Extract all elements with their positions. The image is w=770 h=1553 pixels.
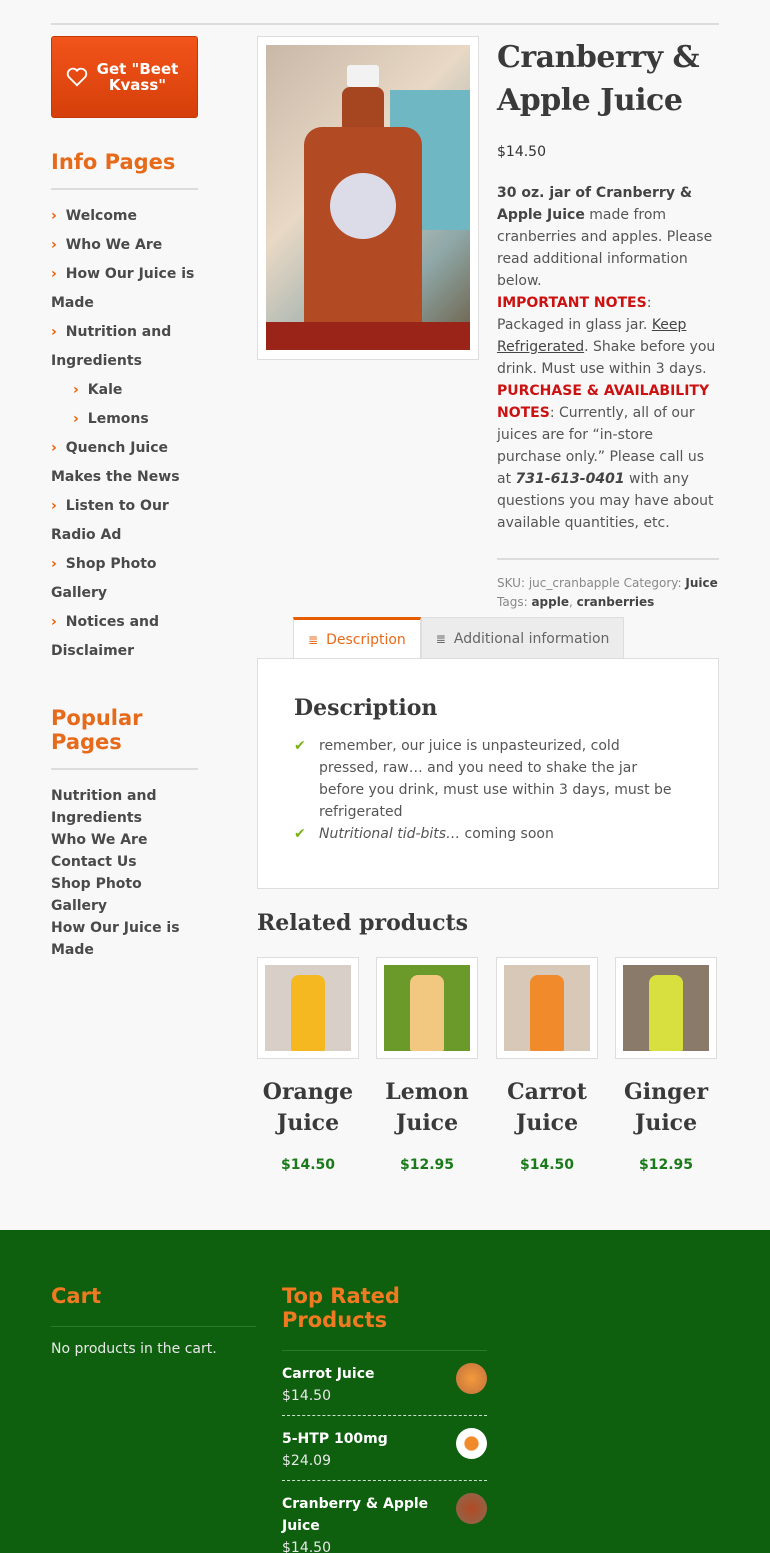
sidebar [51,36,198,961]
important-text-1: : Packaged in glass jar. [497,295,652,333]
product-tabs [293,617,624,659]
info-item-label: Kale [87,382,123,398]
availability-text-2: with any questions you may have about available quantities, etc. [497,471,714,531]
info-pages-list [51,202,198,666]
product-thumbnail[interactable] [615,957,717,1059]
tag-separator: , [568,595,577,609]
list-icon: ≣ [435,631,446,646]
list-item [294,735,682,823]
panel-heading: Description [294,695,438,721]
product-thumbnail[interactable] [456,1363,487,1394]
top-rated-price: $24.09 [282,1453,331,1469]
related-product-price: $14.50 [519,1157,575,1173]
chevron-right-icon: › [51,556,57,572]
sku-label: SKU: [497,576,529,590]
category-link[interactable]: Juice [685,576,718,590]
product-meta [497,558,719,612]
category-label: Category: [619,576,686,590]
related-product-name[interactable]: Orange Juice [262,1079,354,1136]
product-thumbnail[interactable] [257,957,359,1059]
checkmark-icon: ✔ [294,826,306,842]
related-product-price: $12.95 [399,1157,455,1173]
tags-label: Tags: [497,595,532,609]
info-item-kale[interactable] [51,376,198,405]
related-product-orange[interactable] [257,957,359,1173]
top-rated-name[interactable]: Carrot Juice [282,1366,375,1382]
product-thumbnail[interactable] [456,1428,487,1459]
info-item-label: Shop Photo Gallery [51,556,157,601]
tab-additional-information[interactable] [421,617,625,659]
tag-link-cranberries[interactable]: cranberries [576,595,655,609]
beet-kvass-label: Get "Beet Kvass" [96,60,179,94]
info-item-label: How Our Juice is Made [51,266,195,311]
related-product-ginger[interactable] [615,957,717,1173]
list-item-text: remember, our juice is unpasteurized, cold pressed, raw… and you need to shake the jar before you drink, must use within 3 days, must be refrigerated [319,738,672,820]
get-beet-kvass-button[interactable] [51,36,198,118]
info-item-lemons[interactable] [51,405,198,434]
chevron-right-icon: › [51,237,57,253]
info-item-how-made[interactable] [51,260,198,318]
popular-item[interactable]: Contact Us [51,854,137,870]
product-thumbnail[interactable] [376,957,478,1059]
popular-item[interactable]: Shop Photo Gallery [51,876,142,914]
desc-rest: made from cranberries and apples. Please read additional information below. [497,207,713,289]
sku-value: juc_cranbapple [528,576,620,590]
related-product-lemon[interactable] [376,957,478,1173]
popular-item[interactable]: Nutrition and Ingredients [51,788,157,826]
popular-pages-heading: Popular Pages [51,706,198,770]
top-rated-widget [282,1284,487,1553]
list-icon: ≣ [308,632,319,647]
chevron-right-icon: › [73,382,79,398]
top-rated-name[interactable]: 5-HTP 100mg [282,1431,388,1447]
top-rated-price: $14.50 [282,1388,331,1404]
popular-item[interactable]: Who We Are [51,832,148,848]
checkmark-icon: ✔ [294,738,306,754]
chevron-right-icon: › [51,324,57,340]
chevron-right-icon: › [51,440,57,456]
chevron-right-icon: › [51,498,57,514]
chevron-right-icon: › [51,266,57,282]
product-thumbnail[interactable] [456,1493,487,1524]
top-divider [51,23,719,25]
important-text-2: . Shake before you drink. Must use within 3 days. [497,339,716,377]
related-product-name[interactable]: Carrot Juice [507,1079,587,1136]
footer [0,1230,770,1553]
chevron-right-icon: › [51,614,57,630]
info-item-label: Listen to Our Radio Ad [51,498,169,543]
cart-heading: Cart [51,1284,256,1327]
tab-label: Additional information [453,630,610,647]
list-item-italic: Nutritional tid-bits… [319,826,461,842]
related-product-name[interactable]: Lemon Juice [385,1079,469,1136]
info-item-label: Notices and Disclaimer [51,614,160,659]
heart-icon [66,67,88,87]
chevron-right-icon: › [73,411,79,427]
info-item-photo-gallery[interactable] [51,550,198,608]
availability-notes-label: PURCHASE & AVAILABILITY NOTES [497,383,710,421]
cart-empty-text: No products in the cart. [51,1341,217,1357]
related-product-price: $14.50 [280,1157,336,1173]
top-rated-list [282,1351,487,1553]
tab-label: Description [326,631,406,648]
product-short-description [497,182,719,534]
product-price: $14.50 [497,144,546,160]
desc-bold: 30 oz. jar of Cranberry & Apple Juice [497,185,693,223]
product-title: Cranberry & Apple Juice [497,40,700,118]
chevron-right-icon: › [51,208,57,224]
top-rated-price: $14.50 [282,1540,331,1553]
tag-link-apple[interactable]: apple [531,595,569,609]
product-photo [266,45,470,350]
info-item-label: Welcome [65,208,138,224]
availability-text-1: : Currently, all of our juices are for “in-store purchase only.” Please call us at [497,405,705,487]
info-item-label: Quench Juice Makes the News [51,440,180,485]
info-item-label: Nutrition and Ingredients [51,324,172,369]
top-rated-item[interactable] [282,1481,487,1553]
info-pages-heading: Info Pages [51,150,198,190]
phone-number[interactable]: 731-613-0401 [515,471,625,487]
list-item [294,823,682,845]
cart-widget [51,1284,256,1357]
info-item-label: Lemons [87,411,149,427]
related-product-price: $12.95 [638,1157,694,1173]
info-item-radio-ad[interactable] [51,492,198,550]
description-list [294,735,682,845]
popular-pages-list [51,785,198,961]
important-notes-label: IMPORTANT NOTES [497,295,647,311]
tab-description[interactable] [293,617,421,659]
product-thumbnail[interactable] [496,957,598,1059]
description-panel [257,658,719,889]
info-item-nutrition[interactable] [51,318,198,376]
product-summary [497,36,719,612]
info-item-news[interactable] [51,434,198,492]
info-item-who-we-are[interactable] [51,231,198,260]
top-rated-name[interactable]: Cranberry & Apple Juice [282,1496,429,1534]
top-rated-heading: Top Rated Products [282,1284,487,1351]
related-products-heading: Related products [257,910,469,936]
related-product-name[interactable]: Ginger Juice [623,1079,709,1136]
keep-refrigerated-text: Keep Refrigerated [497,317,687,355]
top-rated-item[interactable] [282,1351,487,1416]
popular-item[interactable]: How Our Juice is Made [51,920,180,958]
info-item-label: Who We Are [65,237,163,253]
info-item-welcome[interactable] [51,202,198,231]
top-rated-item[interactable] [282,1416,487,1481]
product-image[interactable] [257,36,479,360]
info-item-notices[interactable] [51,608,198,666]
list-item-text: coming soon [460,826,554,842]
related-product-carrot[interactable] [496,957,598,1173]
